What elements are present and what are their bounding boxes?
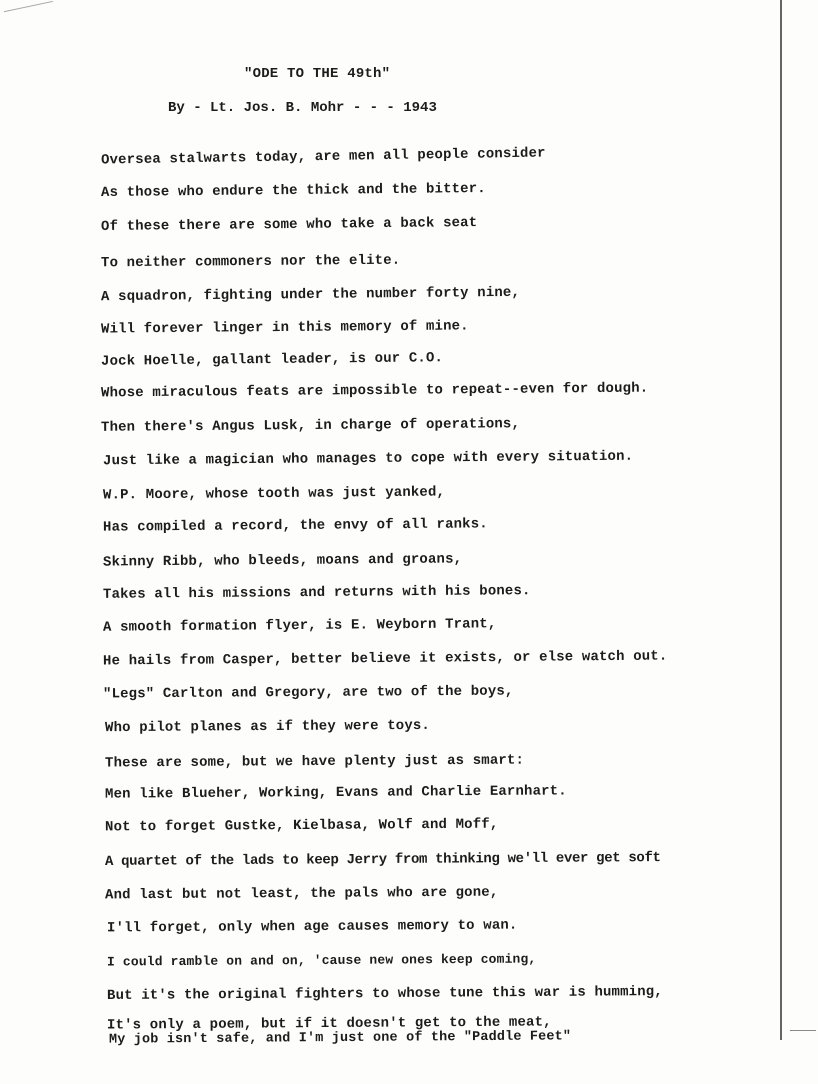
- poem-line: Oversea stalwarts today, are men all people consider: [100, 145, 546, 169]
- page-fold-edge: [780, 0, 782, 1040]
- poem-line: Will forever linger in this memory of mine.: [100, 318, 469, 338]
- poem-line: Then there's Angus Lusk, in charge of operations,: [100, 416, 521, 436]
- poem-line: Whose miraculous feats are impossible to repeat--even for dough.: [100, 380, 649, 402]
- poem-title: "ODE TO THE 49th": [244, 66, 391, 82]
- poem-line: But it's the original fighters to whose tune this war is humming,: [106, 984, 663, 1004]
- poem-byline: By - Lt. Jos. B. Mohr - - - 1943: [168, 100, 437, 116]
- poem-line: To neither commoners nor the elite.: [100, 252, 401, 272]
- poem-line: I'll forget, only when age causes memory to wan.: [106, 917, 518, 937]
- poem-line: Not to forget Gustke, Kielbasa, Wolf and Moff,: [104, 816, 499, 836]
- poem-line: Jock Hoelle, gallant leader, is our C.O.: [100, 350, 444, 370]
- poem-line: Men like Blueher, Working, Evans and Charlie Earnhart.: [104, 783, 567, 803]
- poem-line: A squadron, fighting under the number forty nine,: [100, 284, 521, 306]
- poem-line: Of these there are some who take a back seat: [100, 215, 478, 235]
- poem-line: My job isn't safe, and I'm just one of the "Paddle Feet": [108, 1029, 572, 1048]
- poem-line: W.P. Moore, whose tooth was just yanked,: [102, 484, 446, 504]
- poem-line: Just like a magician who manages to cope with every situation.: [102, 448, 634, 470]
- poem-line: As those who endure the thick and the bitter.: [100, 180, 486, 202]
- poem-line: I could ramble on and on, 'cause new ones keep coming,: [106, 951, 537, 970]
- page-corner-edge: [790, 1030, 816, 1031]
- poem-line: Takes all his missions and returns with his bones.: [102, 583, 531, 603]
- poem-line: And last but not least, the pals who are gone,: [104, 884, 499, 904]
- poem-line: A quartet of the lads to keep Jerry from thinking we'll ever get soft: [104, 850, 661, 870]
- poem-line: These are some, but we have plenty just as smart:: [104, 752, 525, 772]
- poem-line: Skinny Ribb, who bleeds, moans and groans,: [102, 551, 463, 571]
- poem-line: It's only a poem, but if it doesn't get to the meat,: [106, 1014, 552, 1034]
- poem-line: Who pilot planes as if they were toys.: [104, 717, 431, 737]
- poem-line: He hails from Casper, better believe it exists, or else watch out.: [102, 648, 668, 670]
- poem-line: "Legs" Carlton and Gregory, are two of the boys,: [102, 683, 514, 703]
- poem-line: A smooth formation flyer, is E. Weyborn Trant,: [102, 616, 497, 636]
- pencil-mark: [4, 1, 54, 18]
- poem-line: Has compiled a record, the envy of all ranks.: [102, 516, 488, 536]
